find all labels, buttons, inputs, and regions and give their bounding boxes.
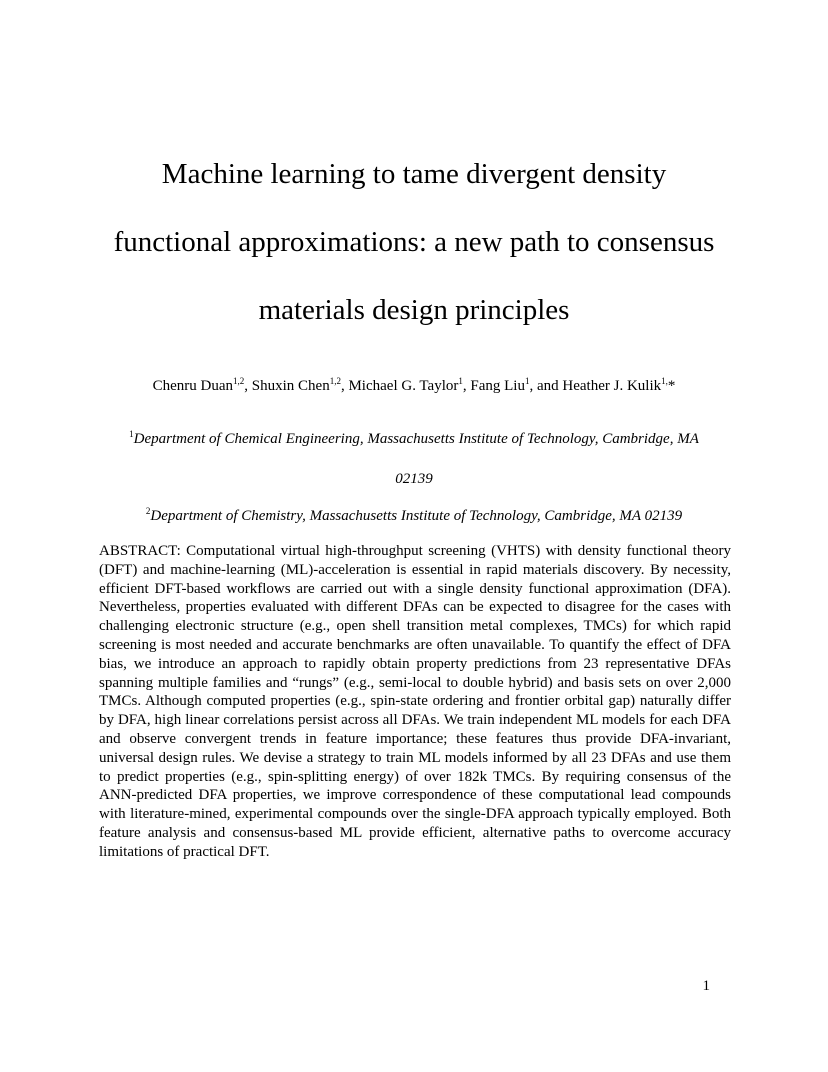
author-separator: , — [340, 378, 349, 394]
affiliation-2-sup: 2 — [145, 506, 151, 516]
author-separator: , — [462, 378, 471, 394]
title-line-3: materials design principles — [258, 294, 570, 326]
author-affiliation-sup: 1 — [458, 376, 463, 386]
affiliation-1 — [40, 428, 788, 450]
author-affiliation-sup: 1,2 — [233, 376, 245, 386]
author-name: Shuxin Chen — [251, 378, 330, 394]
paper-title — [60, 140, 768, 344]
author-name: Heather J. Kulik — [562, 378, 662, 394]
affiliation-2 — [40, 505, 788, 527]
author-name: Michael G. Taylor — [348, 378, 459, 394]
author-affiliation-sup: 1,2 — [329, 376, 341, 386]
author-list — [40, 375, 788, 397]
affiliation-1-sup: 1 — [129, 429, 134, 439]
author-separator: , — [244, 378, 252, 394]
author-separator: , and — [529, 378, 563, 394]
corresponding-author-mark: * — [667, 378, 676, 394]
title-line-1: Machine learning to tame divergent density — [161, 158, 667, 190]
affiliation-1-zip: 02139 — [395, 471, 433, 487]
abstract-paragraph: ABSTRACT: Computational virtual high-throughput screening (VHTS) with density functional theory (DFT) and machine-learning (ML)-acceleration is essential in rapid materials discovery. By necessity, efficient DFT-based workflows are carried out with a single density functional approximation (DFA). Nevertheless, properties evaluated with different DFAs can be expected to disagree for the cases with challenging electronic structure (e.g., open shell transition metal complexes, TMCs) for which rapid screening is most needed and accurate benchmarks are often unavailable. To quantify the effect of DFA bias, we introduce an approach to rapidly obtain property predictions from 23 representative DFAs spanning multiple families and “rungs” (e.g., semi-local to double hybrid) and basis sets on over 2,000 TMCs. Although computed properties (e.g., spin-state ordering and frontier orbital gap) naturally differ by DFA, high linear correlations persist across all DFAs. We train independent ML models for each DFA and observe convergent trends in feature importance; these features thus provide DFA-invariant, universal design rules. We devise a strategy to train ML models informed by all 23 DFAs and use them to predict properties (e.g., spin-splitting energy) of over 182k TMCs. By requiring consensus of the ANN-predicted DFA properties, we improve correspondence of these computational lead compounds with literature-mined, experimental compounds over the single-DFA approach typically employed. Both feature analysis and consensus-based ML provide efficient, alternative paths to overcome accuracy limitations of practical DFT. — [99, 543, 731, 860]
author-affiliation-sup: 1 — [524, 376, 530, 386]
affiliation-2-text: Department of Chemistry, Massachusetts Institute of Technology, Cambridge, MA 02139 — [150, 508, 683, 524]
title-line-2: functional approximations: a new path to consensus — [113, 226, 715, 258]
page-number: 1 — [702, 978, 710, 994]
author-affiliation-sup: 1, — [661, 376, 668, 386]
author-name: Chenru Duan — [152, 378, 234, 394]
affiliation-1-text: Department of Chemical Engineering, Massachusetts Institute of Technology, Cambridge, MA — [133, 431, 699, 447]
author-name: Fang Liu — [470, 378, 525, 394]
